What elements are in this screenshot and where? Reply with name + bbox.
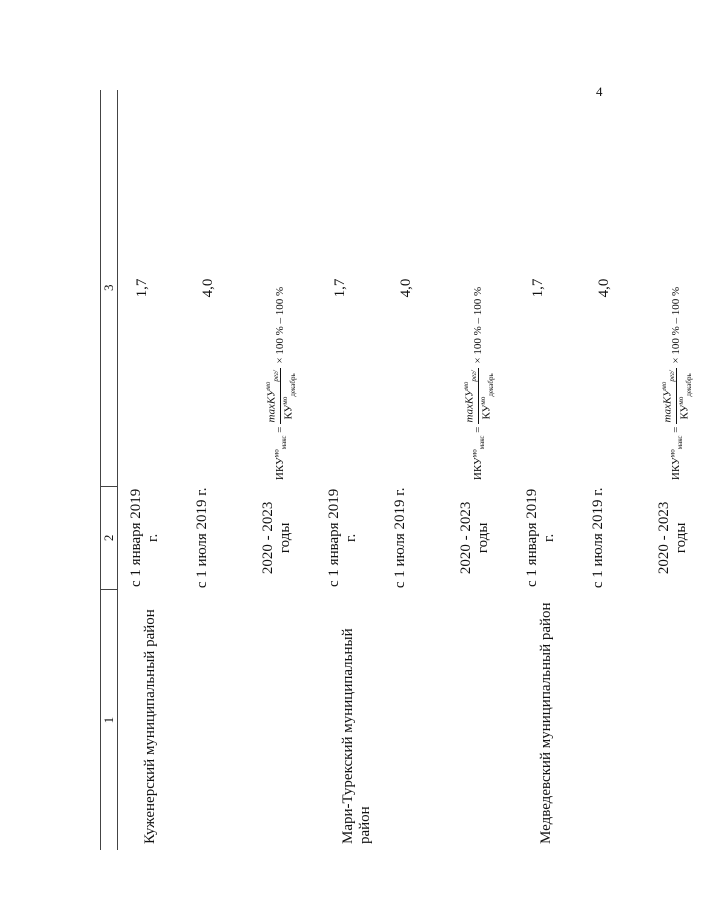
table-row — [514, 90, 580, 850]
header-col-1: 1 — [101, 590, 118, 850]
table-row — [448, 90, 514, 850]
index-value: 4,0 — [200, 278, 216, 298]
formula-lhs: $ИКУ^{мо}_{макс}$ — [668, 435, 685, 481]
index-value: 1,7 — [134, 278, 150, 298]
index-value: 4,0 — [398, 278, 414, 298]
district-name — [448, 590, 514, 850]
page-number: 4 — [596, 84, 603, 99]
formula-fraction: maxКУ$^{мо}_{рег/}$ $КУ^{мо}_{декабрь}$ — [264, 370, 297, 423]
header-row — [101, 90, 118, 850]
index-formula — [448, 90, 514, 486]
table-row — [316, 90, 382, 850]
tariff-table — [100, 90, 712, 850]
table-row — [250, 90, 316, 850]
district-name — [646, 590, 712, 850]
district-name — [382, 590, 448, 850]
table-row — [382, 90, 448, 850]
index-formula — [250, 90, 316, 486]
formula-eq: = — [471, 426, 484, 433]
formula-tail: × 100 % – 100 % — [273, 286, 286, 364]
formula-eq: = — [273, 426, 286, 433]
period-cell: 2020 - 2023 годы — [260, 501, 293, 575]
table-row — [646, 90, 712, 850]
formula-tail: × 100 % – 100 % — [471, 286, 484, 364]
district-name — [250, 590, 316, 850]
period-cell: с 1 января 2019 г. — [128, 488, 161, 587]
district-name — [580, 590, 646, 850]
formula-tail: × 100 % – 100 % — [669, 286, 682, 364]
period-cell: с 1 июля 2019 г. — [194, 487, 210, 589]
index-value: 4,0 — [596, 278, 612, 298]
index-formula — [646, 90, 712, 486]
table-row — [184, 90, 250, 850]
index-value: 1,7 — [332, 278, 348, 298]
header-col-2: 2 — [101, 486, 118, 590]
district-name: Мари-Турекский муниципальный район — [340, 628, 373, 844]
formula-eq: = — [669, 426, 682, 433]
rotated-table-area — [100, 90, 693, 850]
header-col-3: 3 — [101, 90, 118, 486]
period-cell: 2020 - 2023 годы — [656, 501, 689, 575]
district-name: Медведевский муниципальный район — [538, 602, 554, 844]
district-name — [184, 590, 250, 850]
period-cell: с 1 июля 2019 г. — [590, 487, 606, 589]
table-row — [118, 90, 185, 850]
period-cell: с 1 января 2019 г. — [524, 488, 557, 587]
table-row — [580, 90, 646, 850]
period-cell: с 1 июля 2019 г. — [392, 487, 408, 589]
index-value: 1,7 — [530, 278, 546, 298]
period-cell: 2020 - 2023 годы — [458, 501, 491, 575]
formula-fraction: maxКУ$^{мо}_{рег/}$ $КУ^{мо}_{декабрь}$ — [462, 370, 495, 423]
formula-lhs: $ИКУ^{мо}_{макс}$ — [272, 435, 289, 481]
formula-fraction: maxКУ$^{мо}_{рег/}$ $КУ^{мо}_{декабрь}$ — [660, 370, 693, 423]
district-name: Куженерский муниципальный район — [142, 609, 158, 844]
period-cell: с 1 января 2019 г. — [326, 488, 359, 587]
formula-lhs: $ИКУ^{мо}_{макс}$ — [470, 435, 487, 481]
table-body — [118, 90, 712, 850]
